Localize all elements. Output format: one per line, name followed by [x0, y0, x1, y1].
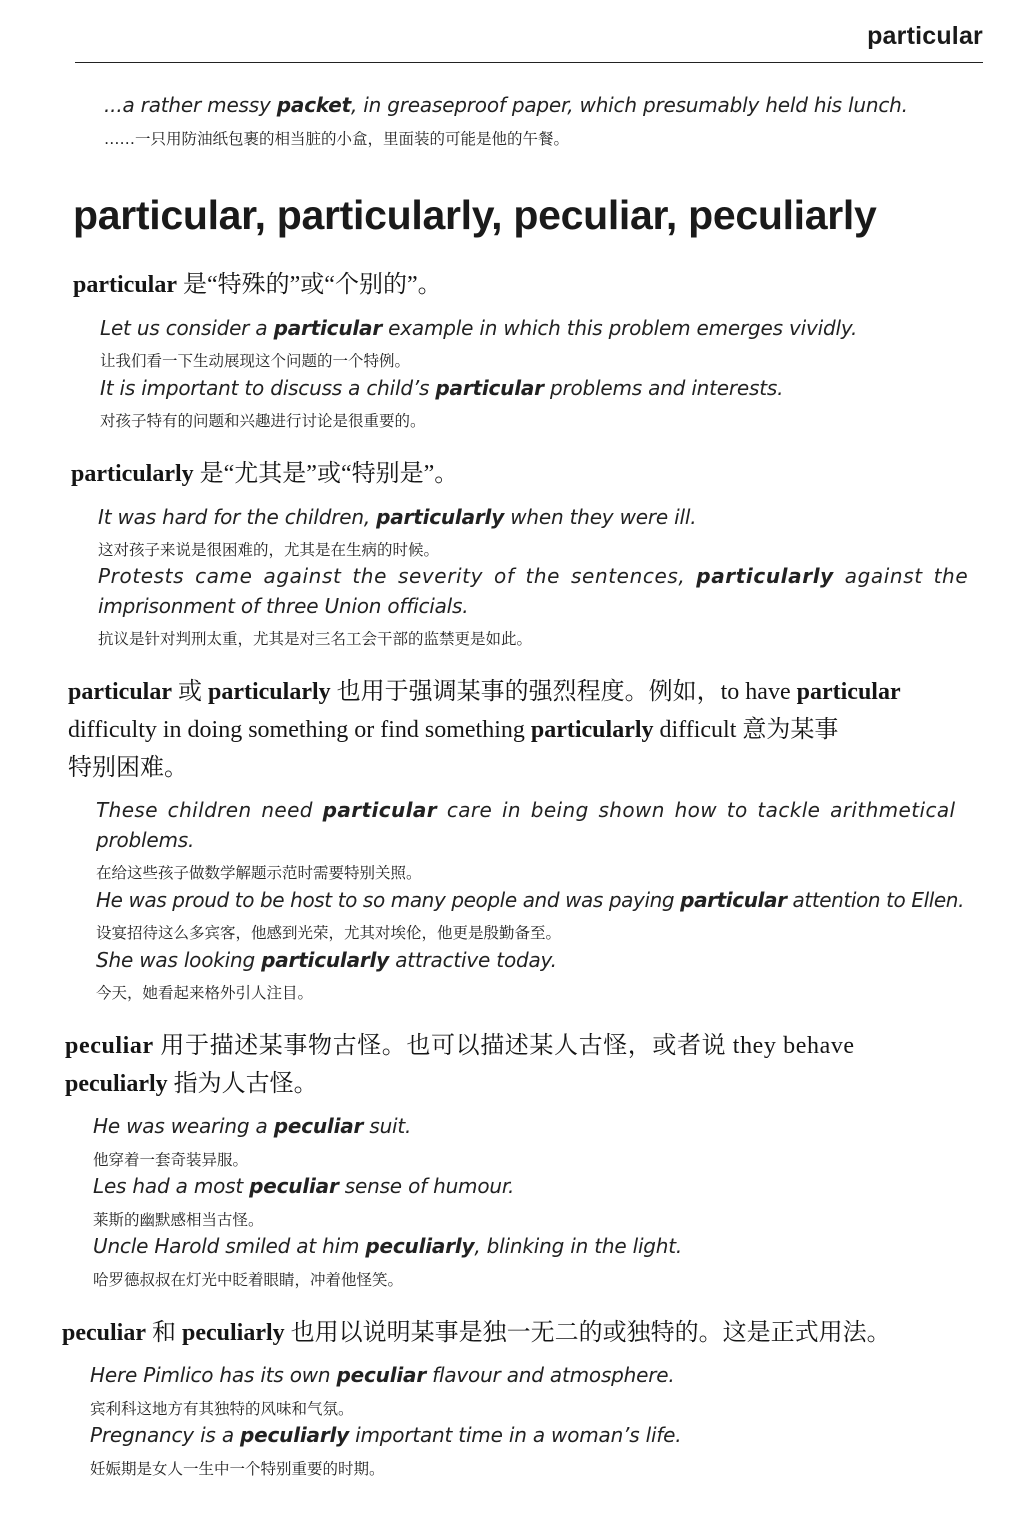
explanation-unique	[62, 1312, 891, 1347]
explanation-emphasis-line2	[68, 709, 838, 744]
example-sentence	[100, 316, 857, 340]
example-translation: 对孩子特有的问题和兴趣进行讨论是很重要的。	[100, 412, 426, 430]
example-translation: 莱斯的幽默感相当古怪。	[93, 1211, 264, 1229]
explanation-term: particularly	[530, 717, 654, 743]
example-keyword: particular	[680, 888, 787, 912]
example-sentence-continuation: problems.	[96, 828, 195, 852]
example-text: Here Pimlico has its own	[90, 1363, 337, 1387]
example-text: These children need	[96, 798, 323, 822]
example-text: Uncle Harold smiled at him	[93, 1234, 366, 1258]
example-translation: 让我们看一下生动展现这个问题的一个特例。	[100, 352, 411, 370]
example-keyword: particularly	[376, 505, 505, 529]
explanation-emphasis-line1	[68, 671, 901, 706]
example-translation: 哈罗德叔叔在灯光中眨着眼睛，冲着他怪笑。	[93, 1271, 404, 1289]
example-packet	[104, 93, 908, 117]
example-text: Pregnancy is a	[90, 1423, 241, 1447]
explanation-text: difficult 意为某事	[653, 717, 839, 743]
example-text: problems and interests.	[543, 376, 784, 400]
example-translation: 妊娠期是女人一生中一个特别重要的时期。	[90, 1460, 385, 1478]
example-sentence	[96, 888, 964, 912]
explanation-text: difficulty in doing something or find something	[68, 717, 531, 743]
example-keyword: particular	[435, 376, 544, 400]
header-rule	[75, 62, 983, 63]
explanation-particular	[73, 264, 442, 299]
example-translation: 今天，她看起来格外引人注目。	[96, 984, 314, 1002]
explanation-text: 是“尤其是”或“特别是”。	[193, 461, 459, 487]
example-text: Protests came against the severity of the sentences,	[98, 564, 697, 588]
example-keyword: peculiar	[336, 1363, 426, 1387]
explanation-particularly	[71, 453, 458, 488]
example-keyword: particularly	[696, 564, 834, 588]
example-sentence	[93, 1234, 682, 1258]
example-sentence	[93, 1174, 514, 1198]
example-text: It is important to discuss a child’s	[100, 376, 436, 400]
example-keyword: peculiarly	[240, 1423, 349, 1447]
explanation-text: 是“特殊的”或“个别的”。	[176, 272, 442, 298]
explanation-peculiar-line1	[65, 1025, 855, 1060]
explanation-text: 也用以说明某事是独一无二的或独特的。这是正式用法。	[284, 1320, 891, 1346]
example-text: He was proud to be host to so many people and was paying	[96, 888, 681, 912]
example-text: against the	[833, 564, 969, 588]
example-text: It was hard for the children,	[98, 505, 377, 529]
example-translation: 宾利科这地方有其独特的风味和气氛。	[90, 1400, 354, 1418]
example-keyword: peculiar	[249, 1174, 339, 1198]
explanation-text: 也用于强调某事的强烈程度。例如，to have	[330, 679, 797, 705]
example-text: attention to Ellen.	[786, 888, 965, 912]
explanation-term: peculiar	[62, 1320, 146, 1346]
example-sentence	[93, 1114, 411, 1138]
example-keyword: peculiarly	[365, 1234, 475, 1258]
explanation-text: 指为人古怪。	[167, 1071, 318, 1097]
example-sentence	[96, 798, 955, 822]
explanation-term: particular	[68, 679, 172, 705]
example-text: care in being shown how to tackle arithmetical	[437, 798, 956, 822]
example-keyword: peculiar	[273, 1114, 364, 1138]
example-text: ...a rather messy	[104, 93, 277, 117]
example-text: important time in a woman’s life.	[348, 1423, 682, 1447]
example-text: He was wearing a	[93, 1114, 274, 1138]
example-text: Let us consider a	[100, 316, 274, 340]
explanation-term: particular	[73, 272, 177, 298]
example-text: when they were ill.	[504, 505, 697, 529]
example-translation: 设宴招待这么多宾客，他感到光荣，尤其对埃伦，他更是殷勤备至。	[96, 924, 562, 942]
example-sentence	[98, 505, 696, 529]
example-text: , blinking in the light.	[474, 1234, 683, 1258]
example-text: , in greaseproof paper, which presumably held his lunch.	[350, 93, 908, 117]
explanation-text: 用于描述某事物古怪。也可以描述某人古怪，或者说 they behave	[153, 1033, 855, 1059]
example-translation: 在给这些孩子做数学解题示范时需要特别关照。	[96, 864, 422, 882]
example-keyword: particularly	[261, 948, 390, 972]
example-text: Les had a most	[93, 1174, 250, 1198]
example-text: sense of humour.	[338, 1174, 515, 1198]
explanation-peculiar-line2	[65, 1063, 318, 1098]
explanation-term: peculiarly	[65, 1071, 168, 1097]
example-text: suit.	[363, 1114, 412, 1138]
example-sentence	[90, 1423, 681, 1447]
example-translation: 他穿着一套奇装异服。	[93, 1151, 249, 1169]
explanation-term: peculiar	[65, 1033, 154, 1059]
example-sentence-continuation: imprisonment of three Union officials.	[98, 594, 469, 618]
explanation-emphasis-line3: 特别困难。	[68, 755, 188, 781]
example-sentence	[90, 1363, 675, 1387]
example-keyword: packet	[276, 93, 351, 117]
explanation-term: particularly	[71, 461, 194, 487]
explanation-term: particular	[796, 679, 901, 705]
entry-heading: particular, particularly, peculiar, peculiarly	[73, 192, 877, 238]
example-text: attractive today.	[389, 948, 557, 972]
translation-packet: ……一只用防油纸包裹的相当脏的小盒，里面装的可能是他的午餐。	[104, 130, 570, 148]
example-text: flavour and atmosphere.	[426, 1363, 675, 1387]
example-text: example in which this problem emerges vividly.	[381, 316, 858, 340]
example-keyword: particular	[322, 798, 438, 822]
example-sentence	[98, 564, 968, 588]
explanation-term: peculiarly	[182, 1320, 285, 1346]
explanation-text: 或	[171, 679, 208, 705]
example-sentence	[100, 376, 783, 400]
example-translation: 这对孩子来说是很困难的，尤其是在生病的时候。	[98, 541, 440, 559]
example-translation: 抗议是针对判刑太重，尤其是对三名工会干部的监禁更是如此。	[98, 630, 533, 648]
running-head: particular	[867, 22, 983, 50]
explanation-text: 和	[146, 1320, 182, 1346]
example-sentence	[96, 948, 557, 972]
example-text: She was looking	[96, 948, 262, 972]
example-keyword: particular	[273, 316, 382, 340]
explanation-term: particularly	[207, 679, 331, 705]
